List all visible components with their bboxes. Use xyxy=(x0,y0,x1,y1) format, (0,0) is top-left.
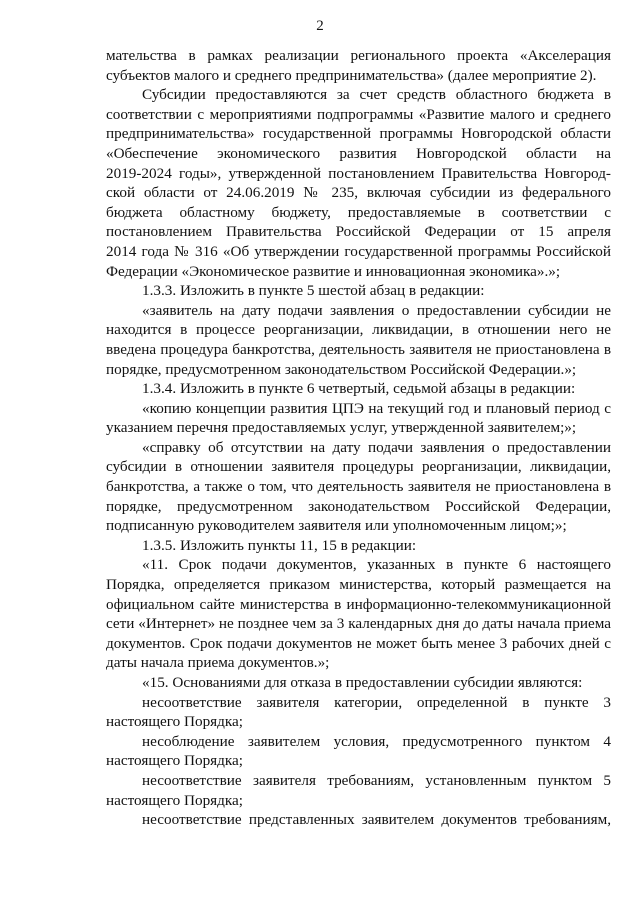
text-line: 1.3.5. Изложить пункты 11, 15 в редакции: xyxy=(142,536,417,554)
text-line: настоящего Порядка; xyxy=(106,752,243,770)
text-line: субъектов малого и среднего предпринимательства» (далее мероприятие 2). xyxy=(106,66,597,84)
text-line: постановлением Правительства Российской Федерации от 15 апреля xyxy=(106,223,611,241)
text-line: официальном сайте министерства в информационно-телекоммуникационной xyxy=(106,595,611,613)
text-line: настоящего Порядка; xyxy=(106,713,243,731)
text-line: несоответствие заявителя требованиям, установленным пунктом 5 xyxy=(142,771,611,789)
text-line: бюджета областному бюджету, предоставляемые в соответствии с xyxy=(106,203,611,221)
text-line: несоответствие представленных заявителем документов требованиям, xyxy=(142,811,611,829)
text-line: порядке, предусмотренном законодательством Российской Федерации.»; xyxy=(106,360,577,378)
text-line: «11. Срок подачи документов, указанных в пункте 6 настоящего xyxy=(142,556,611,574)
text-line: порядке, предусмотренном законодательством Российской Федерации, xyxy=(106,497,611,515)
text-line: указанием перечня предоставляемых услуг, утвержденной заявителем;»; xyxy=(106,419,577,437)
text-line: документов. Срок подачи документов не может быть менее 3 рабочих дней с xyxy=(106,634,611,652)
text-line: Порядка, определяется приказом министерства, который размещается на xyxy=(106,576,611,594)
text-line: Субсидии предоставляются за счет средств областного бюджета в xyxy=(142,86,611,104)
text-line: «заявитель на дату подачи заявления о предоставлении субсидии не xyxy=(142,301,611,319)
text-line: даты начала приема документов.»; xyxy=(106,654,330,672)
text-line: настоящего Порядка; xyxy=(106,791,243,809)
text-line: сети «Интернет» не позднее чем за 3 календарных дня до даты начала приема xyxy=(106,615,611,633)
text-line: предпринимательства» государственной программы Новгородской области xyxy=(106,125,611,143)
text-line: Федерации «Экономическое развитие и инновационная экономика».»; xyxy=(106,262,561,280)
text-line: 1.3.3. Изложить в пункте 5 шестой абзац в редакции: xyxy=(142,282,485,300)
text-line: «Обеспечение экономического развития Новгородской области на xyxy=(106,144,611,162)
text-line: банкротства, а также о том, что деятельность заявителя не приостановлена в xyxy=(106,478,611,496)
text-line: введена процедура банкротства, деятельность заявителя не приостановлена в xyxy=(106,340,611,358)
text-line: «15. Основаниями для отказа в предоставлении субсидии являются: xyxy=(142,674,583,691)
text-line: 2014 года № 316 «Об утверждении государственной программы Российской xyxy=(106,242,611,260)
text-line: «копию концепции развития ЦПЭ на текущий год и плановый период с xyxy=(142,399,611,417)
text-line: несоответствие заявителя категории, определенной в пункте 3 xyxy=(142,693,611,711)
text-line: ской области от 24.06.2019 № 235, включая субсидии из федерального xyxy=(106,184,611,202)
text-line: несоблюдение заявителем условия, предусмотренного пунктом 4 xyxy=(142,732,611,750)
text-line: 2019-2024 годы», утвержденной постановлением Правительства Новгород- xyxy=(106,164,611,182)
text-line: субсидии в отношении заявителя процедуры реорганизации, ликвидации, xyxy=(106,458,611,476)
text-line: 1.3.4. Изложить в пункте 6 четвертый, седьмой абзацы в редакции: xyxy=(142,380,576,398)
text-line: подписанную руководителем заявителя или уполномоченным лицом;»; xyxy=(106,517,567,535)
document-body xyxy=(106,46,611,830)
text-line: соответствии с мероприятиями подпрограммы «Развитие малого и среднего xyxy=(106,105,611,123)
text-line: находится в процессе реорганизации, ликвидации, в отношении него не xyxy=(106,321,611,339)
page-number: 2 xyxy=(316,18,324,34)
text-line: мательства в рамках реализации регионального проекта «Акселерация xyxy=(106,47,611,64)
text-line: «справку об отсутствии на дату подачи заявления о предоставлении xyxy=(142,438,611,456)
